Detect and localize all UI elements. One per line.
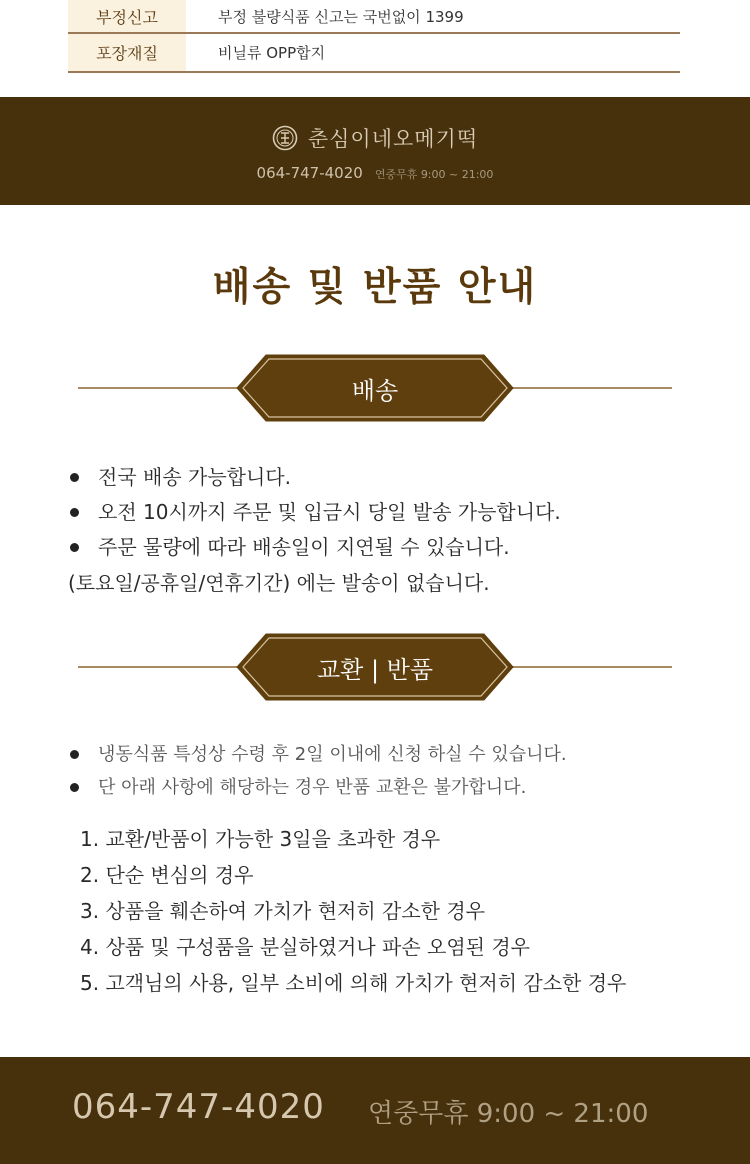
brand-banner [0,97,750,205]
section-badge [236,633,514,701]
brand-phone[interactable]: 064-747-4020 [256,164,363,182]
brand-contact [0,163,750,182]
list-item: 단 아래 사항에 해당하는 경우 반품 교환은 불가합니다. [68,771,708,804]
page-title: 배송 및 반품 안내 [212,265,538,310]
returns-bullet-list [68,738,708,804]
info-label: 부정신고 [68,0,186,32]
info-value: 부정 불량식품 신고는 국번없이 1399 [218,7,464,26]
divider-line [78,666,248,668]
return-exclusion-list [80,821,626,1001]
footer-contact-bar [0,1057,750,1164]
info-label: 포장재질 [68,34,186,71]
list-item: 1. 교환/반품이 가능한 3일을 초과한 경우 [80,827,441,851]
section-title: 배송 [351,376,399,405]
list-item: 냉동식품 특성상 수령 후 2일 이내에 신청 하실 수 있습니다. [68,738,708,771]
list-item: 2. 단순 변심의 경우 [80,863,254,887]
list-item: 4. 상품 및 구성품을 분실하였거나 파손 오염된 경우 [80,935,530,959]
brand-row [0,123,750,153]
section-badge [236,354,514,422]
divider-line [78,387,248,389]
footer-hours: 연중무휴 9:00 ~ 21:00 [368,1099,649,1129]
list-item: 주문 물량에 따라 배송일이 지연될 수 있습니다. [68,530,708,565]
info-row-packaging [68,34,680,73]
footer-phone[interactable]: 064-747-4020 [72,1087,325,1127]
list-item: 3. 상품을 훼손하여 가치가 현저히 감소한 경우 [80,899,485,923]
divider-line [502,666,672,668]
divider-line [502,387,672,389]
list-item: 5. 고객님의 사용, 일부 소비에 의해 가치가 현저히 감소한 경우 [80,971,627,995]
list-item: 전국 배송 가능합니다. [68,460,708,495]
section-title: 교환 | 반품 [316,655,434,684]
info-row-report [68,0,680,34]
delivery-note: (토요일/공휴일/연휴기간) 에는 발송이 없습니다. [68,571,490,595]
brand-hours: 연중무휴 9:00 ~ 21:00 [374,168,494,181]
brand-emblem-icon [272,125,298,151]
brand-name: 춘심이네오메기떡 [307,127,479,151]
returns-section-header [78,633,672,701]
delivery-section-header [78,354,672,422]
list-item: 오전 10시까지 주문 및 입금시 당일 발송 가능합니다. [68,495,708,530]
delivery-bullet-list [68,460,708,565]
info-value: 비닐류 OPP합지 [218,44,326,62]
product-info-table [68,0,680,73]
